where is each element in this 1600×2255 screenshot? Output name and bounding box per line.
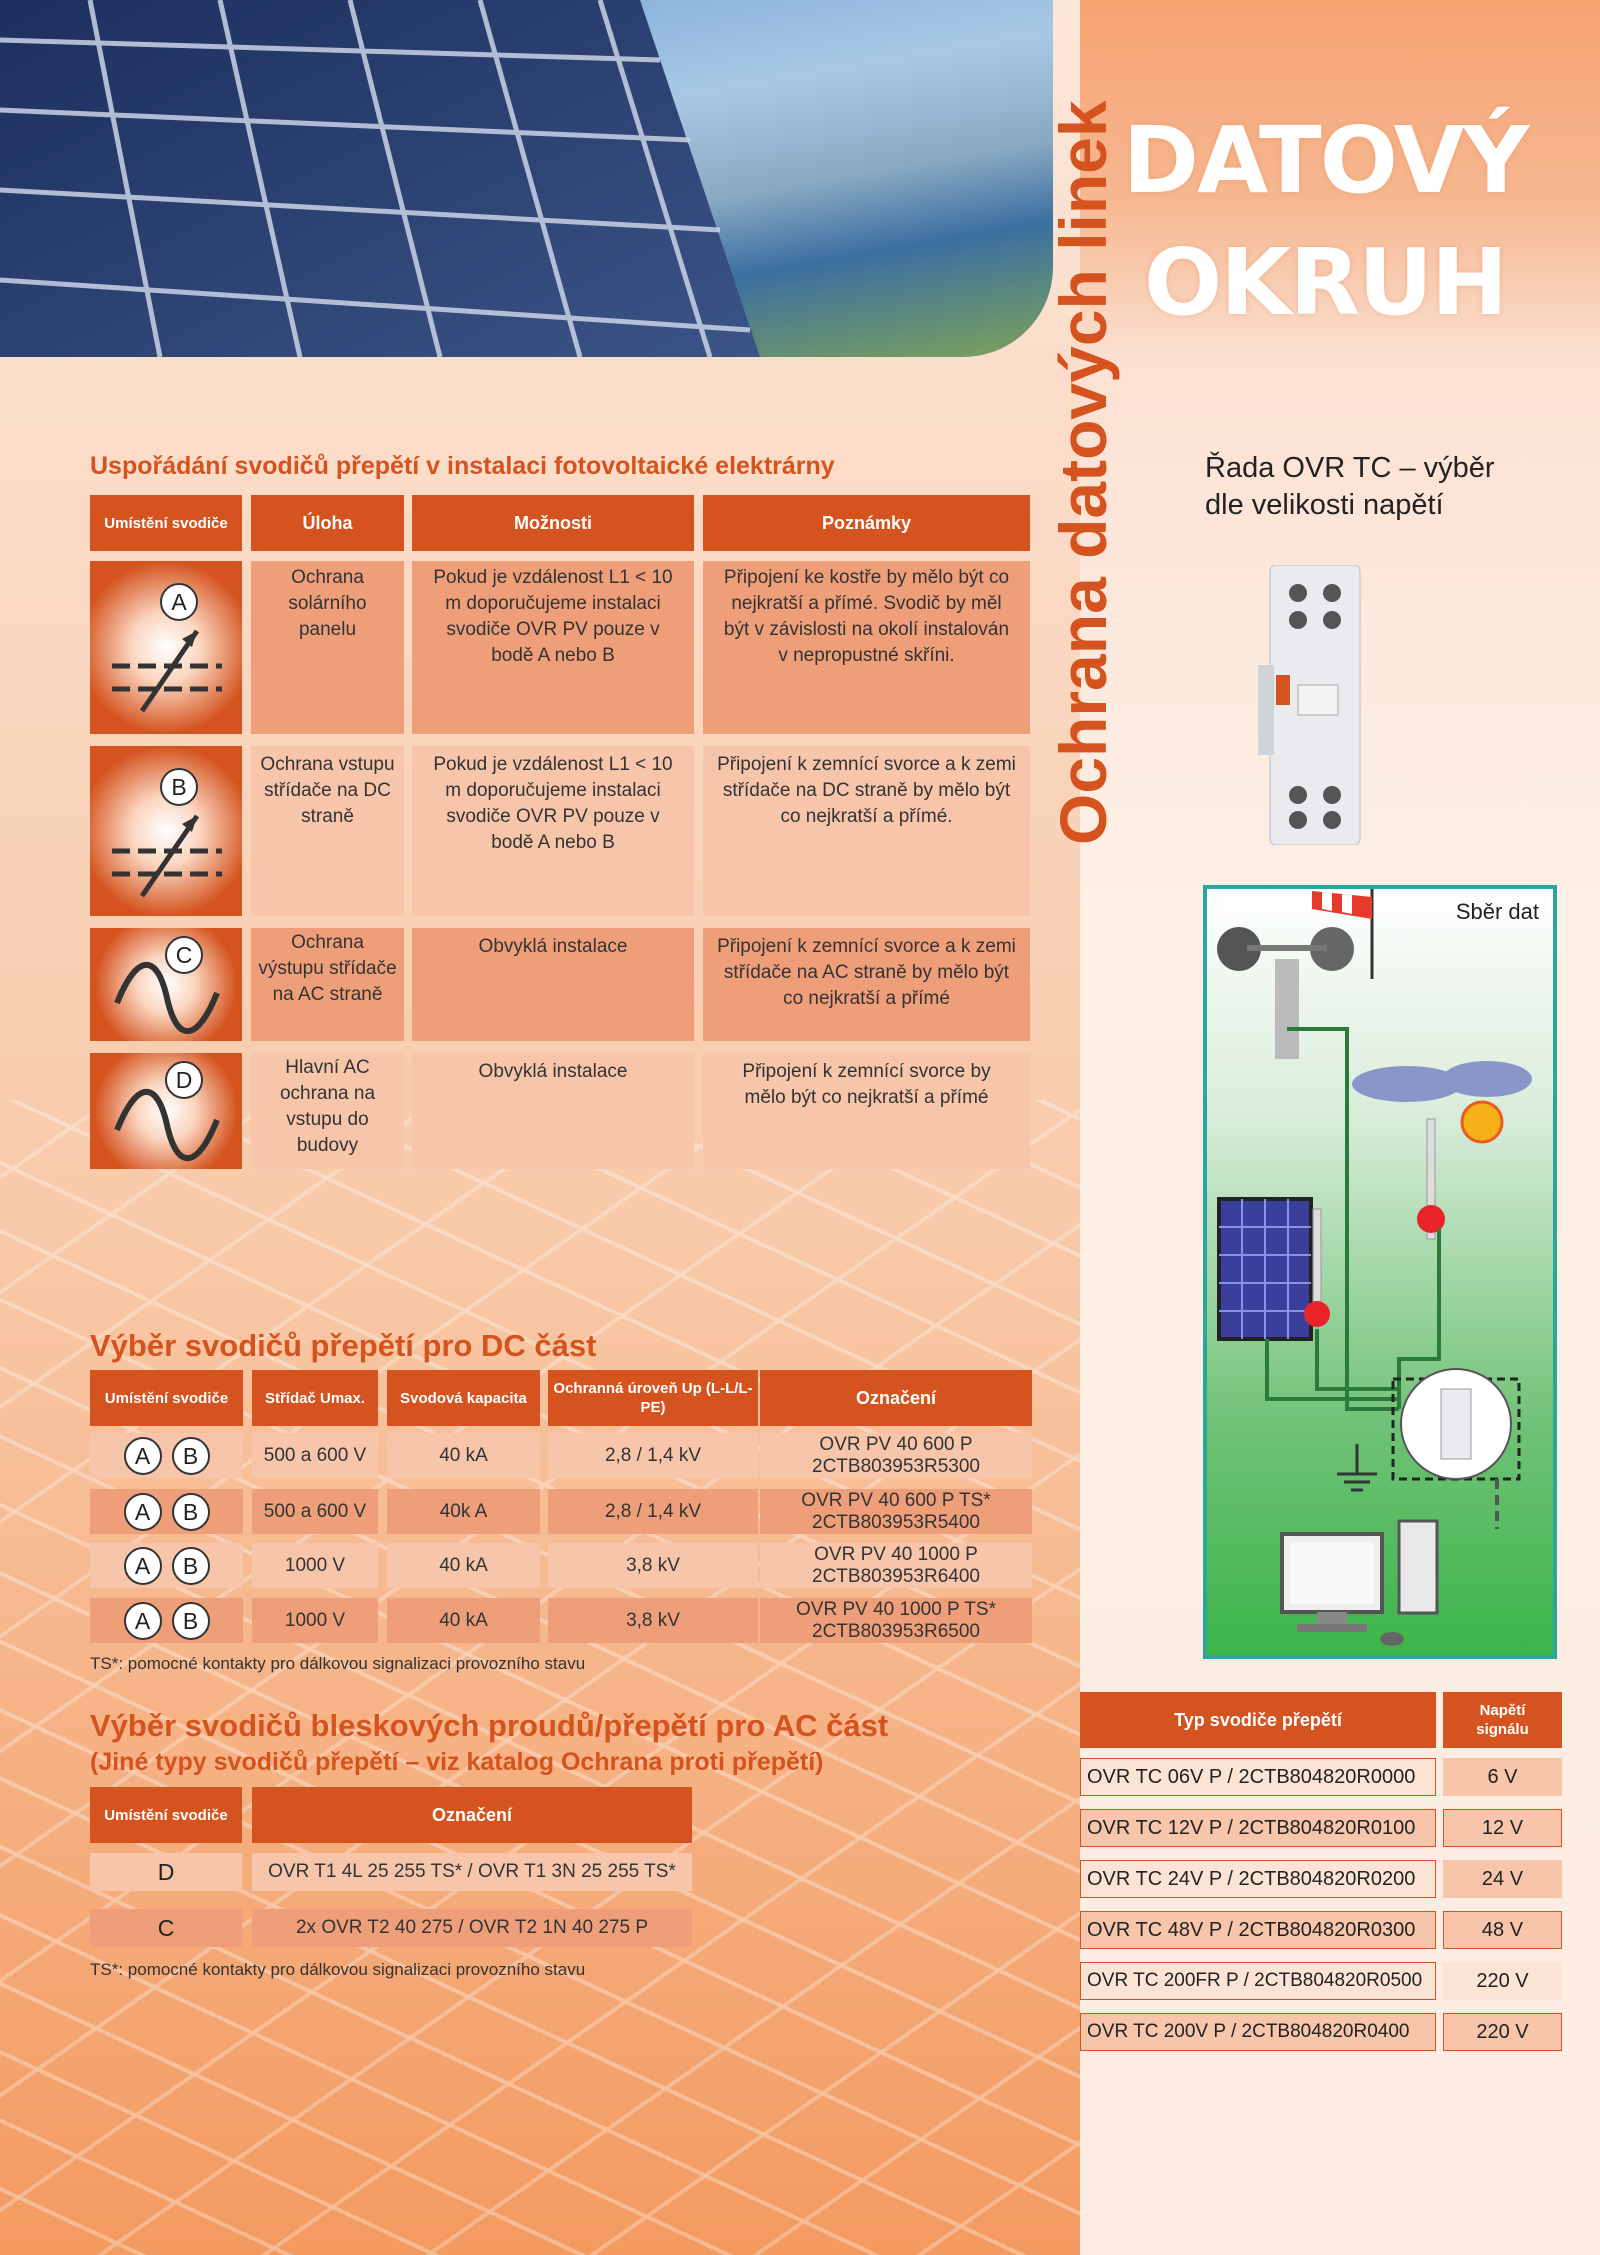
anemometer-icon	[1217, 927, 1354, 1059]
location-letter: B	[160, 768, 198, 806]
data-collection-diagram	[1203, 885, 1557, 1659]
s1-row-c-icon-cell	[90, 928, 242, 1041]
s4-row-3-typ: OVR TC 24V P / 2CTB804820R0200	[1080, 1860, 1436, 1898]
solar-panel-photo	[0, 0, 1053, 357]
background-solar-texture	[0, 1100, 1080, 2255]
s1-row-c-moznosti: Obvyklá instalace	[412, 928, 694, 1041]
section2-title: Výběr svodičů přepětí pro DC část	[90, 1328, 597, 1363]
oznaceni-line-1: OVR PV 40 1000 P	[814, 1543, 978, 1565]
sine-wave-icon	[112, 958, 222, 1038]
s2-row-4-kapacita: 40 kA	[387, 1598, 540, 1643]
s2-header-ochranna-uroven: Ochranná úroveň Up (L-L/L-PE)	[548, 1370, 758, 1426]
s2-row-4-oznaceni	[760, 1598, 1032, 1643]
oznaceni-line-1: OVR PV 40 1000 P TS*	[796, 1598, 996, 1620]
location-letter: C	[165, 936, 203, 974]
location-letter-a: A	[124, 1602, 162, 1640]
thermometer-icon	[1417, 1119, 1445, 1239]
s4-header-typ: Typ svodiče přepětí	[1080, 1692, 1436, 1748]
s1-row-c-uloha: Ochrana výstupu střídače na AC straně	[251, 928, 404, 1041]
s2-footnote: TS*: pomocné kontakty pro dálkovou signalizaci provozního stavu	[90, 1654, 586, 1673]
s2-row-3-umisteni	[90, 1543, 243, 1588]
location-letter-b: B	[172, 1493, 210, 1531]
s4-row-6-typ: OVR TC 200V P / 2CTB804820R0400	[1080, 2013, 1436, 2051]
location-letter: D	[157, 1859, 175, 1885]
s2-row-1-umisteni	[90, 1433, 243, 1478]
s2-row-4-umax: 1000 V	[252, 1598, 378, 1643]
location-letter: A	[160, 583, 198, 621]
s1-row-b-icon-cell	[90, 746, 242, 916]
s1-row-a-icon-cell	[90, 561, 242, 734]
varistor-symbol-icon	[112, 806, 222, 906]
s4-row-6-napeti: 220 V	[1443, 2013, 1562, 2051]
s2-row-3-oznaceni	[760, 1543, 1032, 1588]
s1-row-b-poznamky: Připojení k zemnící svorce a k zemi střídače na DC straně by mělo být co nejkratší a přímé.	[703, 746, 1030, 916]
location-letter-a: A	[124, 1547, 162, 1585]
title-line-2: OKRUH	[1143, 229, 1507, 336]
ground-symbol-icon	[1337, 1444, 1377, 1490]
location-letter: C	[157, 1915, 175, 1941]
s2-row-3-umax: 1000 V	[252, 1543, 378, 1588]
s2-row-3-kapacita: 40 kA	[387, 1543, 540, 1588]
s3-row-d-umisteni	[90, 1853, 242, 1891]
s4-header-napeti: Napětí signálu	[1443, 1692, 1562, 1748]
section3-title: Výběr svodičů bleskových proudů/přepětí pro AC část	[90, 1708, 889, 1743]
oznaceni-line-2: 2CTB803953R5400	[812, 1511, 980, 1533]
location-letter-a: A	[124, 1437, 162, 1475]
location-letter-a: A	[124, 1493, 162, 1531]
s2-row-2-kapacita: 40k A	[387, 1489, 540, 1534]
series-caption-line-2: dle velikosti napětí	[1205, 489, 1444, 521]
oznaceni-line-1: OVR PV 40 600 P	[819, 1433, 973, 1455]
oznaceni-line-2: 2CTB803953R5300	[812, 1455, 980, 1477]
series-caption-line-1: Řada OVR TC – výběr	[1205, 452, 1495, 484]
s4-row-1-typ: OVR TC 06V P / 2CTB804820R0000	[1080, 1758, 1436, 1796]
s1-row-d-moznosti: Obvyklá instalace	[412, 1053, 694, 1169]
s1-row-d-poznamky: Připojení k zemnící svorce by mělo být co nejkratší a přímé	[703, 1053, 1030, 1169]
protector-circle-icon	[1393, 1369, 1519, 1479]
location-letter-b: B	[172, 1602, 210, 1640]
s2-row-2-umax: 500 a 600 V	[252, 1489, 378, 1534]
s4-row-2-typ: OVR TC 12V P / 2CTB804820R0100	[1080, 1809, 1436, 1847]
section1-title: Uspořádání svodičů přepětí v instalaci fotovoltaické elektrárny	[90, 452, 835, 480]
s2-row-1-up: 2,8 / 1,4 kV	[548, 1433, 758, 1478]
s1-header-poznamky: Poznámky	[703, 495, 1030, 551]
surge-protector-device-image	[1258, 565, 1370, 845]
s1-row-d-uloha: Hlavní AC ochrana na vstupu do budovy	[251, 1053, 404, 1169]
s2-row-3-up: 3,8 kV	[548, 1543, 758, 1588]
s1-row-d-icon-cell	[90, 1053, 242, 1169]
s1-row-b-uloha: Ochrana vstupu střídače na DC straně	[251, 746, 404, 916]
diagram-label: Sběr dat	[1455, 899, 1539, 924]
s2-row-4-up: 3,8 kV	[548, 1598, 758, 1643]
s1-row-a-moznosti: Pokud je vzdálenost L1 < 10 m doporučujeme instalaci svodiče OVR PV pouze v bodě A nebo B	[412, 561, 694, 734]
s4-row-3-napeti: 24 V	[1443, 1860, 1562, 1898]
s2-header-oznaceni: Označení	[760, 1370, 1032, 1426]
s4-row-5-typ: OVR TC 200FR P / 2CTB804820R0500	[1080, 1962, 1436, 2000]
s1-header-moznosti: Možnosti	[412, 495, 694, 551]
s2-header-kapacita: Svodová kapacita	[387, 1370, 540, 1426]
oznaceni-line-1: OVR PV 40 600 P TS*	[801, 1489, 991, 1511]
s3-row-c-umisteni	[90, 1909, 242, 1947]
s2-row-4-umisteni	[90, 1598, 243, 1643]
s1-row-b-moznosti: Pokud je vzdálenost L1 < 10 m doporučujeme instalaci svodiče OVR PV pouze v bodě A nebo B	[412, 746, 694, 916]
oznaceni-line-2: 2CTB803953R6500	[812, 1620, 980, 1642]
sine-wave-icon	[112, 1085, 222, 1165]
s2-header-stridac: Střídač Umax.	[252, 1370, 378, 1426]
s3-row-c-oznaceni: 2x OVR T2 40 275 / OVR T2 1N 40 275 P	[252, 1909, 692, 1947]
s2-header-umisteni: Umístění svodiče	[90, 1370, 243, 1426]
series-caption	[1205, 450, 1545, 524]
s2-row-2-up: 2,8 / 1,4 kV	[548, 1489, 758, 1534]
s2-row-2-oznaceni	[760, 1489, 1032, 1534]
s1-row-a-poznamky: Připojení ke kostře by mělo být co nejkratší a přímé. Svodič by měl být v závislosti na okolí instalován v nepropustné skříni.	[703, 561, 1030, 734]
s2-row-1-umax: 500 a 600 V	[252, 1433, 378, 1478]
s1-header-umisteni: Umístění svodiče	[90, 495, 242, 551]
location-letter-b: B	[172, 1437, 210, 1475]
solar-panel-icon	[1219, 1199, 1330, 1339]
s4-row-5-napeti: 220 V	[1443, 1962, 1562, 2000]
location-letter-b: B	[172, 1547, 210, 1585]
s2-row-1-kapacita: 40 kA	[387, 1433, 540, 1478]
title-line-1: DATOVÝ	[1122, 107, 1528, 214]
s2-row-2-umisteni	[90, 1489, 243, 1534]
s4-row-1-napeti: 6 V	[1443, 1758, 1562, 1796]
cloud-sun-icon	[1352, 1061, 1532, 1142]
s2-row-1-oznaceni	[760, 1433, 1032, 1478]
location-letter: D	[165, 1061, 203, 1099]
s3-row-d-oznaceni: OVR T1 4L 25 255 TS* / OVR T1 3N 25 255 TS*	[252, 1853, 692, 1891]
s4-row-4-napeti: 48 V	[1443, 1911, 1562, 1949]
s4-row-4-typ: OVR TC 48V P / 2CTB804820R0300	[1080, 1911, 1436, 1949]
s3-header-umisteni: Umístění svodiče	[90, 1787, 242, 1843]
s3-header-oznaceni: Označení	[252, 1787, 692, 1843]
vertical-title: Ochrana datových linek	[1046, 100, 1120, 845]
computer-icon	[1282, 1521, 1437, 1646]
page-title	[1095, 100, 1555, 344]
s1-row-a-uloha: Ochrana solárního panelu	[251, 561, 404, 734]
oznaceni-line-2: 2CTB803953R6400	[812, 1565, 980, 1587]
varistor-symbol-icon	[112, 621, 222, 721]
section3-subtitle: (Jiné typy svodičů přepětí – viz katalog Ochrana proti přepětí)	[90, 1748, 824, 1776]
s1-row-c-poznamky: Připojení k zemnící svorce a k zemi střídače na AC straně by mělo být co nejkratší a přímé	[703, 928, 1030, 1041]
s1-header-uloha: Úloha	[251, 495, 404, 551]
s4-row-2-napeti: 12 V	[1443, 1809, 1562, 1847]
s3-footnote: TS*: pomocné kontakty pro dálkovou signalizaci provozního stavu	[90, 1960, 586, 1979]
